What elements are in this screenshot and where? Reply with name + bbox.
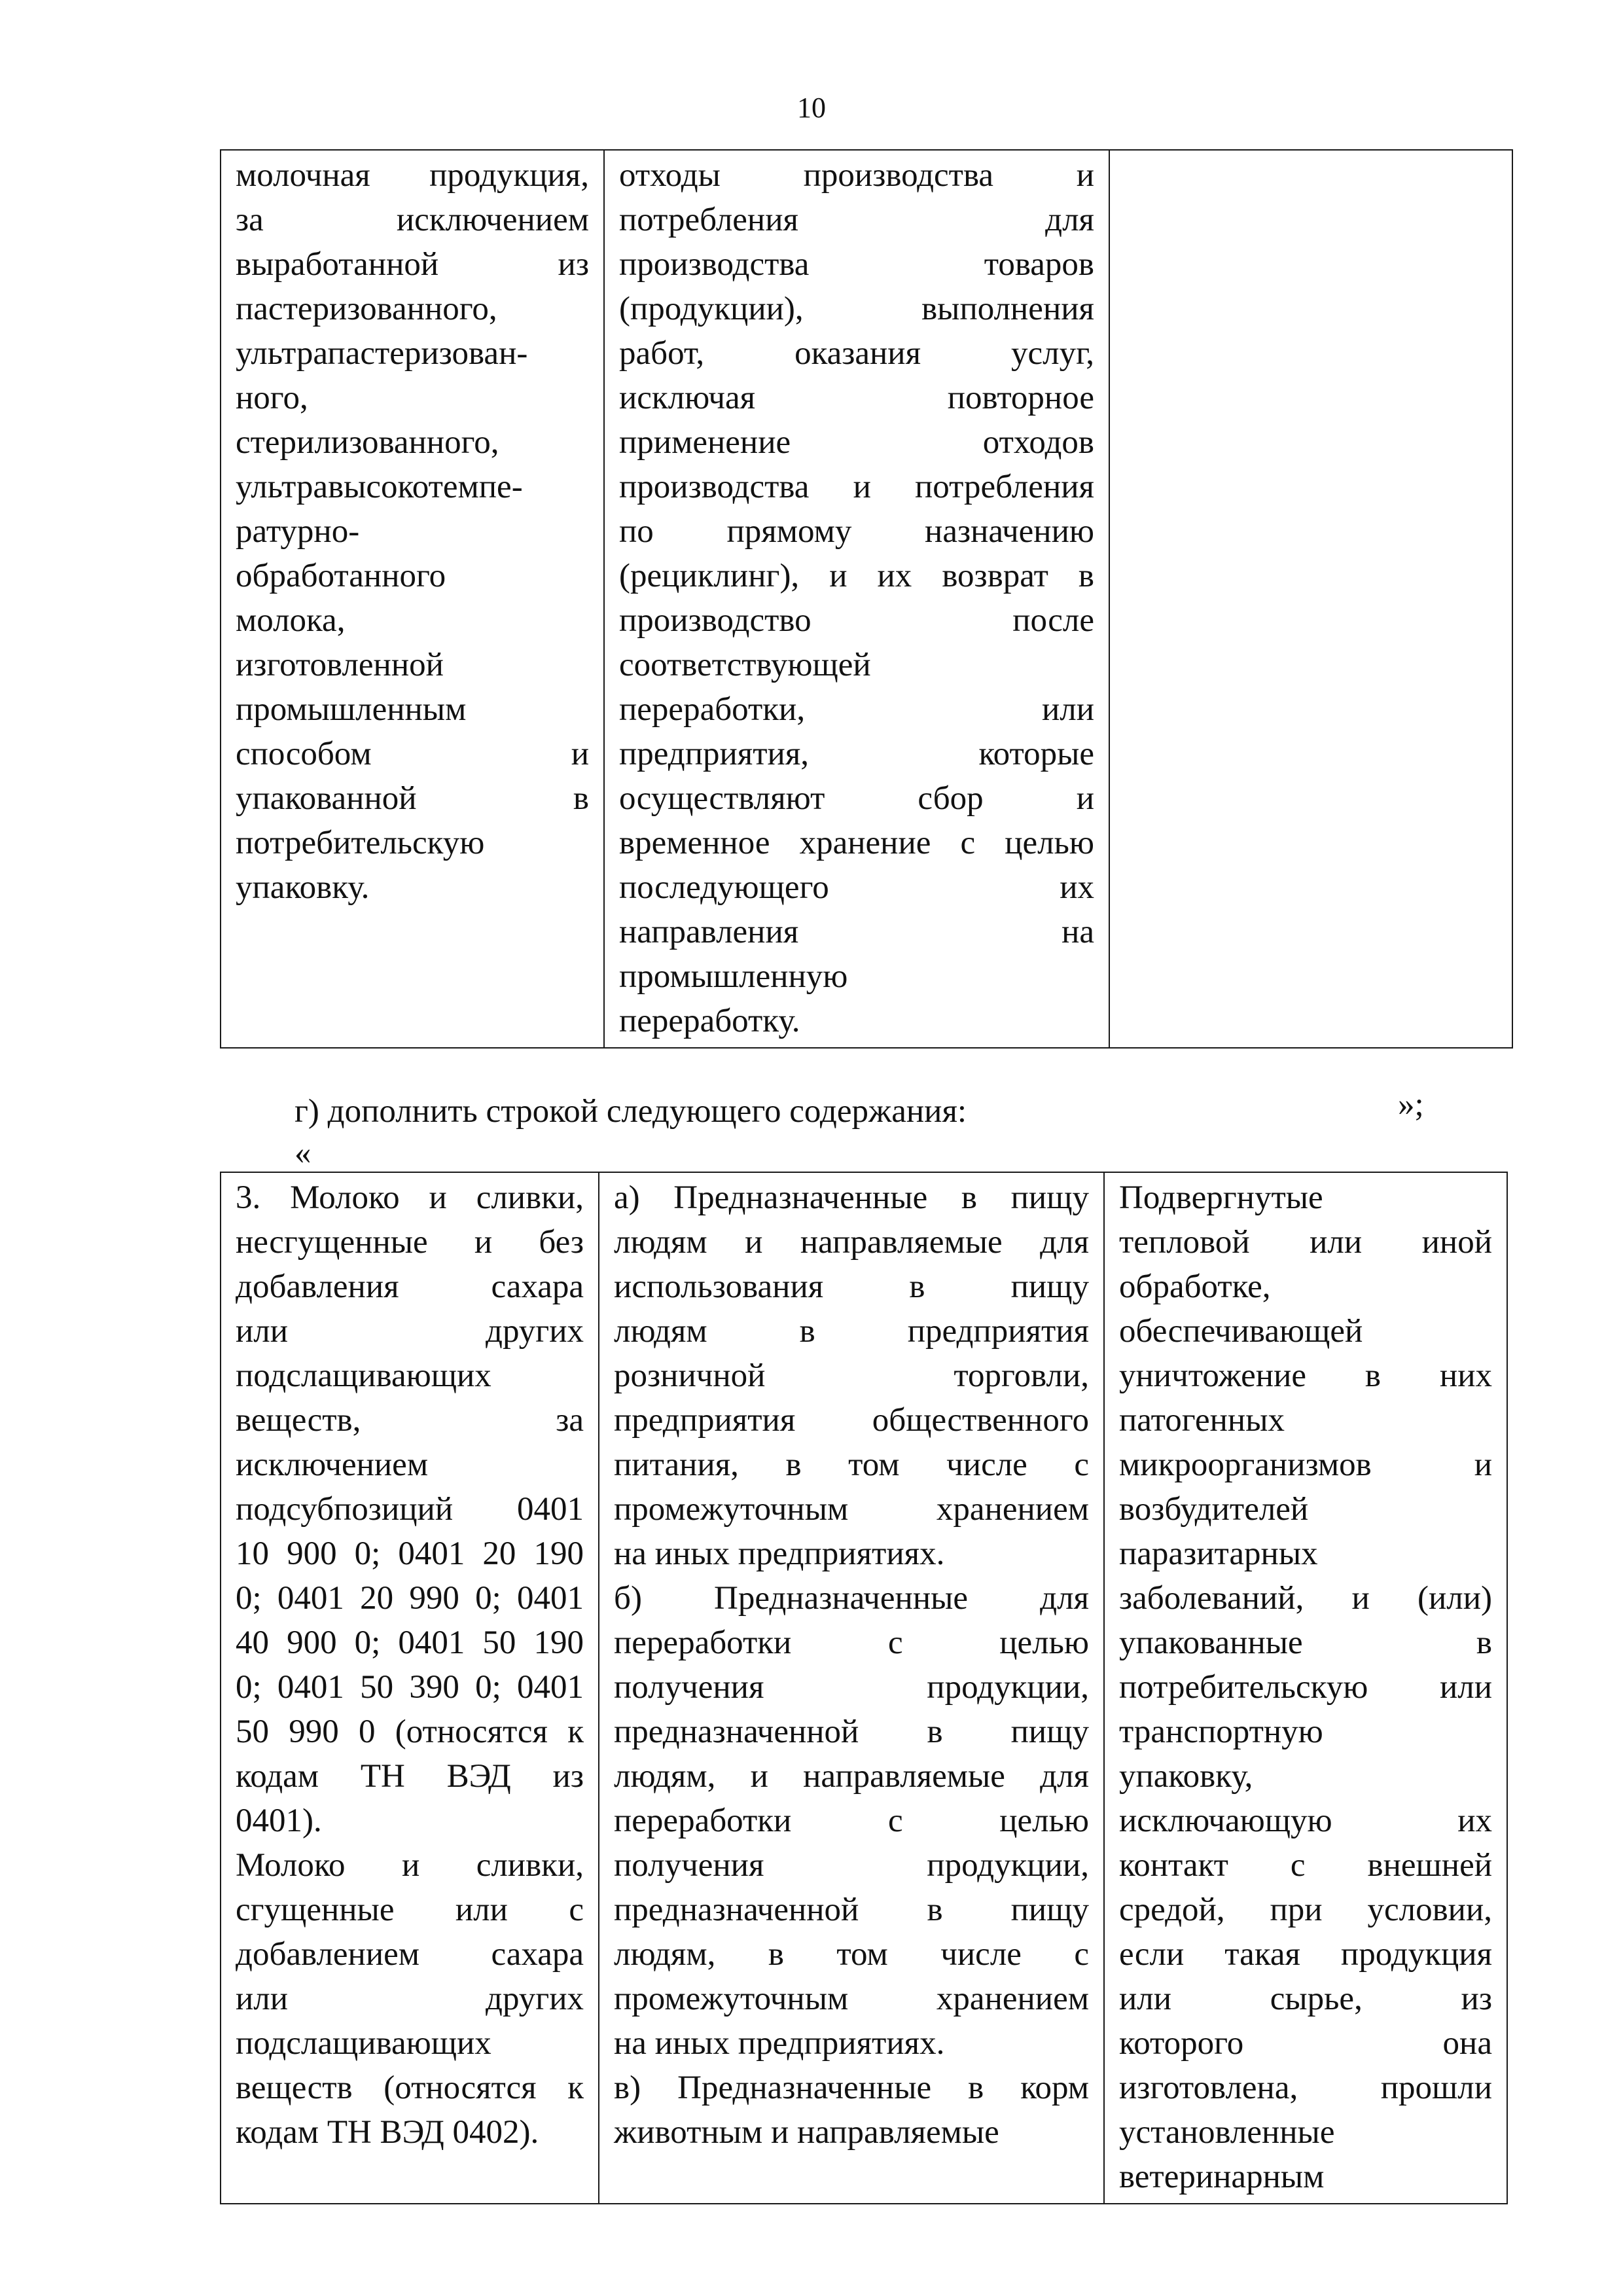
cell-line: предназначенной в пищу [614,1892,1089,1928]
cell-line: потребления для [619,202,1094,238]
cell-line: транспортную [1119,1713,1323,1750]
cell-line: упаковку, [1119,1758,1253,1795]
cell-line: или других [236,1313,584,1350]
cell-line: (рециклинг), и их возврат в [619,558,1094,594]
cell-line: на иных предприятиях. [614,2025,945,2062]
cell-line: Молоко и сливки, [236,1847,584,1884]
cell-line: ультравысокотемпе- [236,469,523,505]
cell-line: людям и направляемые для [614,1224,1089,1261]
cell-line: животным и направляемые [614,2114,999,2151]
cell-line: а) Предназначенные в пищу [614,1179,1089,1216]
cell-line: (продукции), выполнения [619,291,1094,327]
table2-col2-lines [614,1175,1089,2155]
cell-line: добавления сахара [236,1268,584,1305]
cell-line: уничтожение в них [1119,1357,1492,1394]
goods-table-continued [220,149,1513,1049]
cell-line: обработке, [1119,1268,1271,1305]
cell-line: 0; 0401 50 390 0; 0401 [236,1669,584,1706]
cell-line: направления на [619,914,1094,950]
cell-line: патогенных [1119,1402,1285,1439]
cell-line: 10 900 0; 0401 20 190 [236,1535,584,1572]
cell-line: промежуточным хранением [614,1491,1089,1528]
page-number: 10 [797,92,826,124]
cell-line: молочная продукция, [236,157,589,194]
cell-line: средой, при условии, [1119,1892,1492,1928]
cell-line: ветеринарным [1119,2159,1325,2195]
table1-cell-goods [221,150,604,1048]
amendment-text: г) дополнить строкой следующего содержания: [294,1093,967,1130]
cell-line: предназначенной в пищу [614,1713,1089,1750]
cell-line: б) Предназначенные для [614,1580,1089,1617]
cell-line: установленные [1119,2114,1335,2151]
cell-line: на иных предприятиях. [614,1535,945,1572]
cell-line: ультрапастеризован- [236,335,528,372]
table2-cell-goods [221,1172,599,2204]
table-row [221,1172,1507,2204]
cell-line: или других [236,1981,584,2017]
cell-line: кодам ТН ВЭД 0402). [236,2114,539,2151]
cell-line: возбудителей [1119,1491,1309,1528]
cell-line: производства товаров [619,246,1094,283]
table2-col3-lines [1119,1175,1492,2199]
table1-col1-lines [236,153,589,910]
cell-line: соответствующей [619,647,871,683]
cell-line: обработанного [236,558,446,594]
cell-line: людям, и направляемые для [614,1758,1089,1795]
cell-line: переработку. [619,1003,800,1039]
cell-line: исключая повторное [619,380,1094,416]
cell-line: осуществляют сбор и [619,780,1094,817]
cell-line: упакованные в [1119,1624,1492,1661]
cell-line: пастеризованного, [236,291,497,327]
table2-col1-lines [236,1175,584,2155]
cell-line: потребительскую или [1119,1669,1492,1706]
cell-line: получения продукции, [614,1669,1089,1706]
cell-line: временное хранение с целью [619,825,1094,861]
cell-line: если такая продукция [1119,1936,1492,1973]
cell-line: переработки с целью [614,1624,1089,1661]
cell-line: исключением [236,1446,429,1483]
cell-line: производства и потребления [619,469,1094,505]
cell-line: 3. Молоко и сливки, [236,1179,584,1216]
cell-line: предприятия общественного [614,1402,1089,1439]
cell-line: ного, [236,380,308,416]
cell-line: добавлением сахара [236,1936,584,1973]
opening-quote: « [294,1135,312,1172]
cell-line: контакт с внешней [1119,1847,1492,1884]
cell-line: упакованной в [236,780,589,817]
cell-line: обеспечивающей [1119,1313,1363,1350]
cell-line: заболеваний, и (или) [1119,1580,1492,1617]
cell-line: производство после [619,602,1094,639]
cell-line: выработанной из [236,246,589,283]
cell-line: изготовленной [236,647,444,683]
cell-line: изготовлена, прошли [1119,2070,1492,2106]
cell-line: способом и [236,736,589,772]
cell-line: кодам ТН ВЭД из [236,1758,584,1795]
cell-line: несгущенные и без [236,1224,584,1261]
cell-line: или сырье, из [1119,1981,1492,2017]
cell-line: по прямому назначению [619,513,1094,550]
cell-line: подсубпозиций 0401 [236,1491,584,1528]
cell-line: за исключением [236,202,589,238]
cell-line: подслащивающих [236,2025,491,2062]
cell-line: промышленную [619,958,848,995]
cell-line: использования в пищу [614,1268,1089,1305]
table1-cell-purpose [604,150,1109,1048]
cell-line: людям в предприятия [614,1313,1089,1350]
cell-line: Подвергнутые [1119,1179,1323,1216]
table-row [221,150,1512,1048]
cell-line: паразитарных [1119,1535,1318,1572]
cell-line: стерилизованного, [236,424,499,461]
cell-line: тепловой или иной [1119,1224,1492,1261]
cell-line: розничной торговли, [614,1357,1089,1394]
cell-line: 40 900 0; 0401 50 190 [236,1624,584,1661]
cell-line: 50 990 0 (относятся к [236,1713,584,1750]
cell-line: подслащивающих [236,1357,491,1394]
cell-line: которого она [1119,2025,1492,2062]
table2-cell-conditions [1104,1172,1507,2204]
cell-line: сгущенные или с [236,1892,584,1928]
cell-line: последующего их [619,869,1094,906]
cell-line: получения продукции, [614,1847,1089,1884]
table2-cell-purpose [599,1172,1104,2204]
table1-col2-lines [619,153,1094,1043]
cell-line: ратурно- [236,513,360,550]
cell-line: людям, в том числе с [614,1936,1089,1973]
cell-line: работ, оказания услуг, [619,335,1094,372]
cell-line: питания, в том числе с [614,1446,1089,1483]
cell-line: исключающую их [1119,1803,1492,1839]
cell-line: предприятия, которые [619,736,1094,772]
cell-line: промышленным [236,691,467,728]
cell-line: 0; 0401 20 990 0; 0401 [236,1580,584,1617]
table1-cell-conditions [1109,150,1512,1048]
cell-line: упаковку. [236,869,370,906]
cell-line: молока, [236,602,346,639]
cell-line: веществ (относятся к [236,2070,584,2106]
cell-line: 0401). [236,1803,322,1839]
cell-line: отходы производства и [619,157,1094,194]
cell-line: веществ, за [236,1402,584,1439]
cell-line: переработки с целью [614,1803,1089,1839]
closing-quote: »; [1398,1086,1424,1123]
cell-line: промежуточным хранением [614,1981,1089,2017]
cell-line: применение отходов [619,424,1094,461]
cell-line: потребительскую [236,825,485,861]
cell-line: микроорганизмов и [1119,1446,1492,1483]
cell-line: в) Предназначенные в корм [614,2070,1089,2106]
cell-line: переработки, или [619,691,1094,728]
goods-table-new-row [220,1172,1508,2204]
